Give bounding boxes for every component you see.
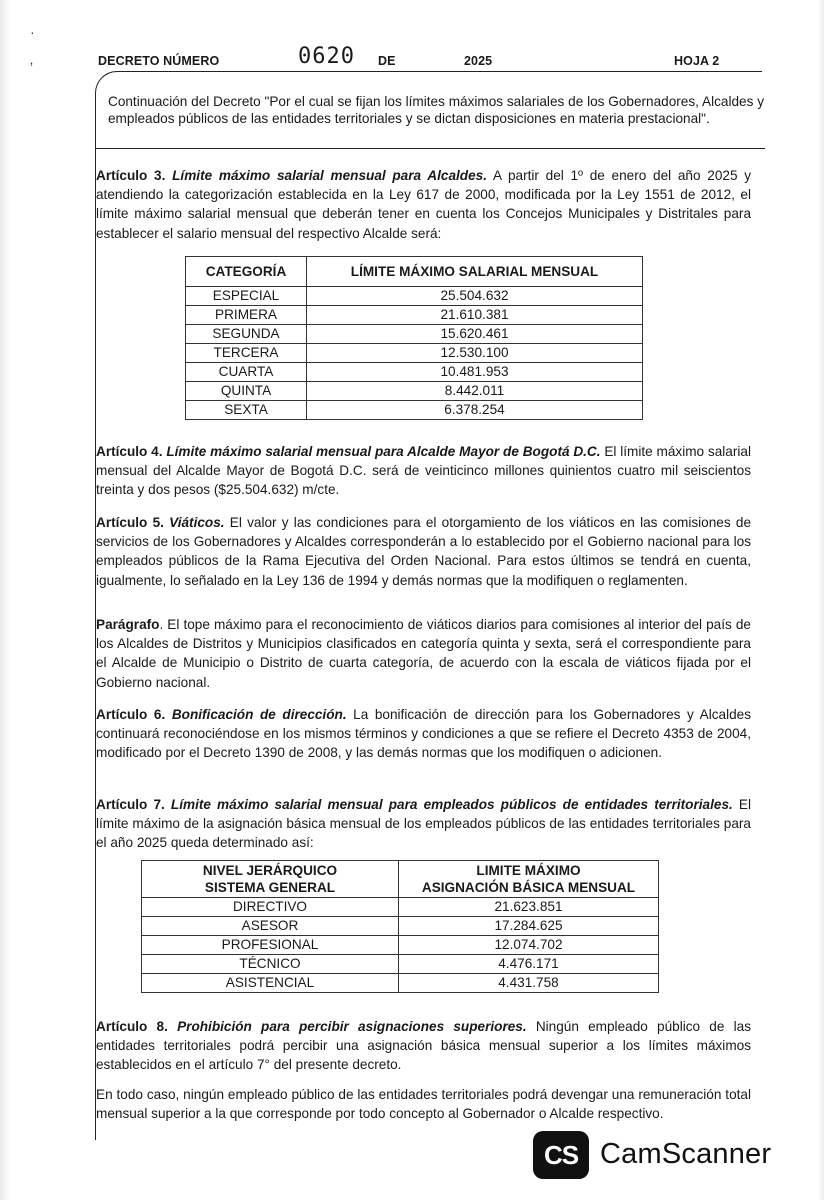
limit-cell: 12.530.100 bbox=[307, 344, 643, 363]
article-3 bbox=[96, 166, 751, 243]
article-7-number: Artículo 7. bbox=[96, 797, 165, 812]
category-cell: TERCERA bbox=[186, 344, 307, 363]
limit-cell: 10.481.953 bbox=[307, 363, 643, 382]
column-header-limit: LÍMITE MÁXIMO SALARIAL MENSUAL bbox=[307, 257, 643, 287]
category-cell: SEXTA bbox=[186, 401, 307, 420]
column-header-level bbox=[142, 861, 399, 898]
table-row bbox=[142, 955, 659, 974]
level-cell: PROFESIONAL bbox=[142, 936, 399, 955]
level-cell: ASESOR bbox=[142, 917, 399, 936]
limit-cell: 25.504.632 bbox=[307, 287, 643, 306]
basic-limit-cell: 12.074.702 bbox=[399, 936, 659, 955]
paragrafo-text: . El tope máximo para el reconocimiento de viáticos diarios para comisiones al interior del país de los Alcaldes de Distritos y Municipios clasificados en categoría quinta y sexta, será el correspondiente para el Alcalde de Municipio o Distrito de cuarta categoría, de acuerdo con la escala de viáticos fijada por el Gobierno nacional. bbox=[96, 617, 751, 690]
article-4-title: Límite máximo salarial mensual para Alcalde Mayor de Bogotá D.C. bbox=[166, 444, 601, 459]
article-5-text: El valor y las condiciones para el otorgamiento de los viáticos en las comisiones de servicios de los Gobernadores y Alcaldes corresponderán a lo establecido por el Gobierno nacional para los empleados públicos de la Rama Ejecutiva del Orden Nacional. Para estos últimos se tendrá en cuenta, igualmente, lo señalado en la Ley 136 de 1994 y demás normas que la modifiquen o reglamenten. bbox=[96, 515, 752, 588]
intro-divider bbox=[95, 148, 765, 149]
decree-year: 2025 bbox=[464, 54, 493, 68]
table-row bbox=[186, 382, 643, 401]
table-row bbox=[186, 325, 643, 344]
scan-speck: ʼ bbox=[30, 60, 34, 76]
page-left-edge bbox=[0, 0, 10, 1200]
article-4-number: Artículo 4. bbox=[96, 444, 163, 459]
article-5-title: Viáticos. bbox=[169, 515, 225, 530]
paragrafo-label: Parágrafo bbox=[96, 617, 160, 632]
table-header-row bbox=[186, 257, 643, 287]
basic-limit-cell: 21.623.851 bbox=[399, 898, 659, 917]
camscanner-watermark-text: CamScanner bbox=[600, 1138, 772, 1170]
column-header-basic-limit bbox=[399, 861, 659, 898]
column-header-limit-line1: LIMITE MÁXIMO bbox=[476, 863, 581, 878]
column-header-limit-line2: ASIGNACIÓN BÁSICA MENSUAL bbox=[421, 880, 636, 895]
article-4-text: El límite máximo salarial mensual del Alcalde Mayor de Bogotá D.C. será de veinticinco millones quinientos cuatro mil seiscientos treinta y dos pesos ($25.504.632) m/cte. bbox=[96, 444, 751, 498]
table-row bbox=[142, 974, 659, 993]
continuation-note: Continuación del Decreto "Por el cual se fijan los límites máximos salariales de los Gobernadores, Alcaldes y empleados públicos de las entidades territoriales y se dictan disposiciones en materia prestacional". bbox=[108, 94, 764, 126]
column-header-level-line1: NIVEL JERÁRQUICO bbox=[202, 863, 338, 878]
basic-limit-cell: 4.476.171 bbox=[399, 955, 659, 974]
table-row bbox=[142, 917, 659, 936]
article-6-text: La bonificación de dirección para los Gobernadores y Alcaldes continuará reconociéndose en los mismos términos y condiciones a que se refiere el Decreto 4353 de 2004, modificado por el Decreto 1390 de 2008, y las demás normas que los modifiquen o adicionen. bbox=[96, 707, 752, 761]
article-8 bbox=[96, 1017, 751, 1075]
article-8-text: Ningún empleado público de las entidades territoriales podrá percibir una asignación básica mensual superior a los límites máximos establecidos en el artículo 7° del presente decreto. bbox=[96, 1019, 751, 1073]
limit-cell: 8.442.011 bbox=[307, 382, 643, 401]
article-6-title: Bonificación de dirección. bbox=[171, 707, 347, 722]
article-8-title: Prohibición para percibir asignaciones superiores. bbox=[177, 1019, 527, 1034]
table-header-row bbox=[142, 861, 659, 898]
decree-number: 0620 bbox=[298, 44, 355, 69]
level-cell: TÉCNICO bbox=[142, 955, 399, 974]
article-3-title: Límite máximo salarial mensual para Alcaldes. bbox=[172, 168, 487, 183]
table-row bbox=[142, 898, 659, 917]
limit-cell: 21.610.381 bbox=[307, 306, 643, 325]
article-7-title: Límite máximo salarial mensual para empleados públicos de entidades territoriales. bbox=[170, 797, 733, 812]
table-row bbox=[186, 363, 643, 382]
article-7 bbox=[96, 795, 751, 853]
level-cell: ASISTENCIAL bbox=[142, 974, 399, 993]
article-6-number: Artículo 6. bbox=[96, 707, 166, 722]
category-cell: PRIMERA bbox=[186, 306, 307, 325]
level-cell: DIRECTIVO bbox=[142, 898, 399, 917]
employee-salary-table bbox=[141, 860, 659, 993]
table-row bbox=[142, 936, 659, 955]
article-4 bbox=[96, 442, 751, 500]
table-row bbox=[186, 306, 643, 325]
category-cell: QUINTA bbox=[186, 382, 307, 401]
camscanner-logo-icon: CS bbox=[533, 1131, 589, 1179]
table-row bbox=[186, 401, 643, 420]
article-3-number: Artículo 3. bbox=[96, 168, 166, 183]
article-5-number: Artículo 5. bbox=[96, 515, 164, 530]
article-5 bbox=[96, 513, 751, 590]
category-cell: CUARTA bbox=[186, 363, 307, 382]
page-right-edge bbox=[818, 0, 824, 1200]
article-7-text: El límite máximo de la asignación básica mensual de los empleados públicos de las entidades territoriales para el año 2025 queda determinado así: bbox=[96, 797, 751, 851]
sheet-number: HOJA 2 bbox=[674, 54, 720, 68]
paragrafo bbox=[96, 615, 751, 692]
column-header-level-line2: SISTEMA GENERAL bbox=[204, 880, 336, 895]
category-cell: ESPECIAL bbox=[186, 287, 307, 306]
closing-paragraph: En todo caso, ningún empleado público de las entidades territoriales podrá devengar una remuneración total mensual superior a la que corresponde por todo concepto al Gobernador o Alcalde respectivo. bbox=[96, 1087, 751, 1122]
basic-limit-cell: 4.431.758 bbox=[399, 974, 659, 993]
table-row bbox=[186, 344, 643, 363]
article-6 bbox=[96, 705, 751, 763]
column-header-category: CATEGORÍA bbox=[186, 257, 307, 287]
decree-de-label: DE bbox=[378, 54, 396, 68]
scan-speck: · bbox=[30, 24, 35, 40]
table-row bbox=[186, 287, 643, 306]
basic-limit-cell: 17.284.625 bbox=[399, 917, 659, 936]
article-3-text: A partir del 1º de enero del año 2025 y atendiendo la categorización establecida en la Ley 617 de 2000, modificada por la Ley 1551 de 2012, el límite máximo salarial mensual que deberán tener en cuenta los Concejos Municipales y Distritales para establecer el salario mensual del respectivo Alcalde será: bbox=[96, 168, 752, 241]
decree-number-label: DECRETO NÚMERO bbox=[98, 54, 220, 68]
mayor-salary-table bbox=[185, 256, 643, 420]
category-cell: SEGUNDA bbox=[186, 325, 307, 344]
limit-cell: 6.378.254 bbox=[307, 401, 643, 420]
limit-cell: 15.620.461 bbox=[307, 325, 643, 344]
article-8-number: Artículo 8. bbox=[96, 1019, 168, 1034]
